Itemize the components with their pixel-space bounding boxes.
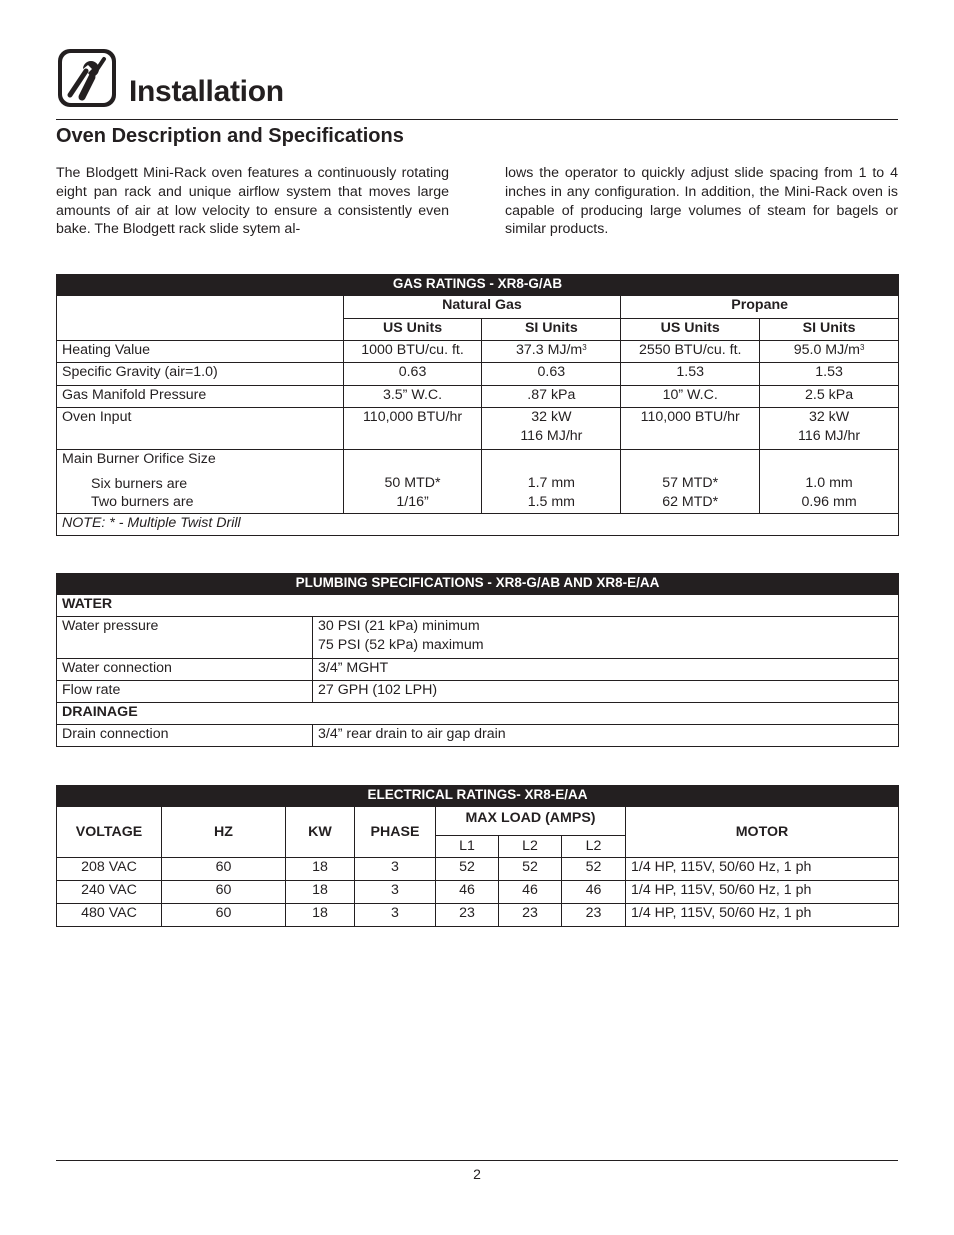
table-cell: 240 VAC	[57, 881, 162, 904]
table-cell: 52	[436, 858, 499, 881]
cell-line: 62 MTD*	[662, 493, 719, 510]
table-row	[57, 386, 899, 408]
kw-header: KW	[286, 807, 355, 858]
table-cell	[482, 450, 621, 514]
row-label: Flow rate	[57, 681, 313, 703]
table-cell: 23	[436, 904, 499, 927]
hz-header: HZ	[162, 807, 286, 858]
orifice-cell	[57, 450, 344, 514]
table-cell	[57, 296, 344, 341]
table-cell	[313, 617, 899, 659]
row-label: Water connection	[57, 659, 313, 681]
table-cell: 3	[355, 858, 436, 881]
electrical-table	[56, 785, 899, 927]
cell-value: 95.0 MJ/m	[793, 342, 860, 358]
table-row	[57, 363, 899, 386]
sub-label: Six burners are	[91, 475, 188, 492]
row-label: Gas Manifold Pressure	[57, 386, 344, 408]
table-cell	[343, 450, 482, 514]
max-load-header: MAX LOAD (AMPS)	[436, 807, 626, 836]
table-row	[57, 617, 899, 659]
table-cell: 2550 BTU/cu. ft.	[621, 341, 760, 363]
cell-line: 1.5 mm	[527, 493, 576, 510]
l1-header: L1	[436, 836, 499, 858]
table-cell: 480 VAC	[57, 904, 162, 927]
table-cell: 3/4” rear drain to air gap drain	[313, 725, 899, 747]
table-row	[57, 450, 899, 514]
table-row	[57, 681, 899, 703]
cell-line: 1.7 mm	[527, 475, 576, 491]
superscript: 3	[582, 343, 587, 352]
voltage-header: VOLTAGE	[57, 807, 162, 858]
cell-line: 30 PSI (21 kPa) minimum	[318, 618, 480, 634]
row-label: Drain connection	[57, 725, 313, 747]
table-cell: 1000 BTU/cu. ft.	[343, 341, 482, 363]
table-cell: 1.53	[760, 363, 899, 386]
table-cell: 60	[162, 904, 286, 927]
cell-line: 32 kW	[531, 409, 572, 425]
water-header: WATER	[57, 595, 899, 617]
phase-header: PHASE	[355, 807, 436, 858]
table-cell: 3	[355, 904, 436, 927]
table-row	[57, 725, 899, 747]
propane-header: Propane	[621, 296, 899, 319]
table-cell: 1/4 HP, 115V, 50/60 Hz, 1 ph	[626, 904, 899, 927]
cell-line: 50 MTD*	[384, 475, 441, 491]
table-cell	[760, 341, 899, 363]
cell-line: 1.0 mm	[805, 475, 853, 491]
drainage-header: DRAINAGE	[57, 703, 899, 725]
table-cell: 3/4” MGHT	[313, 659, 899, 681]
table-row	[57, 904, 899, 927]
row-label: Water pressure	[57, 617, 313, 659]
cell-line: 0.96 mm	[801, 493, 857, 510]
table-cell: 60	[162, 858, 286, 881]
table-cell: 3	[355, 881, 436, 904]
table-cell	[482, 408, 621, 450]
table-cell: 208 VAC	[57, 858, 162, 881]
cell-line: 32 kW	[808, 409, 850, 425]
table-row	[57, 881, 899, 904]
table-cell: 18	[286, 858, 355, 881]
superscript: 3	[859, 343, 865, 352]
row-label: Oven Input	[57, 408, 344, 450]
table-cell: 1.53	[621, 363, 760, 386]
table-cell: 3.5” W.C.	[343, 386, 482, 408]
page-title: Installation	[129, 75, 284, 108]
table-cell	[760, 408, 899, 450]
us-units-header: US Units	[621, 319, 760, 341]
gas-note: NOTE: * - Multiple Twist Drill	[57, 514, 899, 536]
gas-ratings-title: GAS RATINGS - XR8-G/AB	[57, 275, 899, 296]
cell-line: 116 MJ/hr	[520, 427, 583, 444]
cell-line: 75 PSI (52 kPa) maximum	[318, 636, 484, 653]
l2-header: L2	[499, 836, 562, 858]
us-units-header: US Units	[343, 319, 482, 341]
section-title: Oven Description and Specifications	[56, 125, 404, 147]
table-cell: 46	[562, 881, 626, 904]
page-header	[56, 45, 898, 120]
intro-column-2: lows the operator to quickly adjust slide spacing from 1 to 4 inches in any configuration. In addition, the Mini-Rack oven is capable of producing large volumes of steam for bagels or similar products.	[505, 165, 898, 238]
footer-divider	[56, 1160, 898, 1161]
table-cell: 10” W.C.	[621, 386, 760, 408]
table-cell: 1/4 HP, 115V, 50/60 Hz, 1 ph	[626, 858, 899, 881]
table-cell: 2.5 kPa	[760, 386, 899, 408]
row-label: Main Burner Orifice Size	[62, 451, 216, 467]
cell-line: 57 MTD*	[662, 475, 719, 491]
table-cell: 0.63	[482, 363, 621, 386]
cell-line: 116 MJ/hr	[798, 427, 861, 444]
si-units-header: SI Units	[760, 319, 899, 341]
table-cell: .87 kPa	[482, 386, 621, 408]
natural-gas-header: Natural Gas	[343, 296, 621, 319]
table-row	[57, 408, 899, 450]
electrical-title: ELECTRICAL RATINGS- XR8-E/AA	[57, 786, 899, 807]
table-cell	[482, 341, 621, 363]
table-cell: 46	[499, 881, 562, 904]
page-number: 2	[473, 1166, 481, 1182]
table-cell: 23	[499, 904, 562, 927]
motor-header: MOTOR	[626, 807, 899, 858]
cell-line: 1/16”	[396, 493, 429, 510]
table-cell: 52	[499, 858, 562, 881]
table-cell: 52	[562, 858, 626, 881]
table-cell: 27 GPH (102 LPH)	[313, 681, 899, 703]
row-label: Heating Value	[57, 341, 344, 363]
table-cell: 18	[286, 881, 355, 904]
table-row	[57, 341, 899, 363]
plumbing-title: PLUMBING SPECIFICATIONS - XR8-G/AB AND XR8-E/AA	[57, 574, 899, 595]
table-row	[57, 858, 899, 881]
table-cell: 110,000 BTU/hr	[621, 408, 760, 450]
table-cell: 1/4 HP, 115V, 50/60 Hz, 1 ph	[626, 881, 899, 904]
table-cell: 23	[562, 904, 626, 927]
row-label: Specific Gravity (air=1.0)	[57, 363, 344, 386]
si-units-header: SI Units	[482, 319, 621, 341]
sub-label: Two burners are	[91, 494, 194, 510]
table-cell: 60	[162, 881, 286, 904]
table-cell: 18	[286, 904, 355, 927]
table-cell: 110,000 BTU/hr	[343, 408, 482, 450]
table-cell	[760, 450, 899, 514]
table-row	[57, 659, 899, 681]
table-cell: 0.63	[343, 363, 482, 386]
table-cell: 46	[436, 881, 499, 904]
table-cell	[621, 450, 760, 514]
tools-icon	[56, 47, 118, 109]
plumbing-table	[56, 573, 899, 747]
intro-column-1: The Blodgett Mini-Rack oven features a continuously rotating eight pan rack and unique airflow system that moves large amounts of air at low velocity to ensure a consistently even bake. The Blodgett rack slide sytem al-	[56, 165, 449, 238]
gas-ratings-table	[56, 274, 899, 536]
cell-value: 37.3 MJ/m	[516, 342, 583, 358]
l2-header: L2	[562, 836, 626, 858]
